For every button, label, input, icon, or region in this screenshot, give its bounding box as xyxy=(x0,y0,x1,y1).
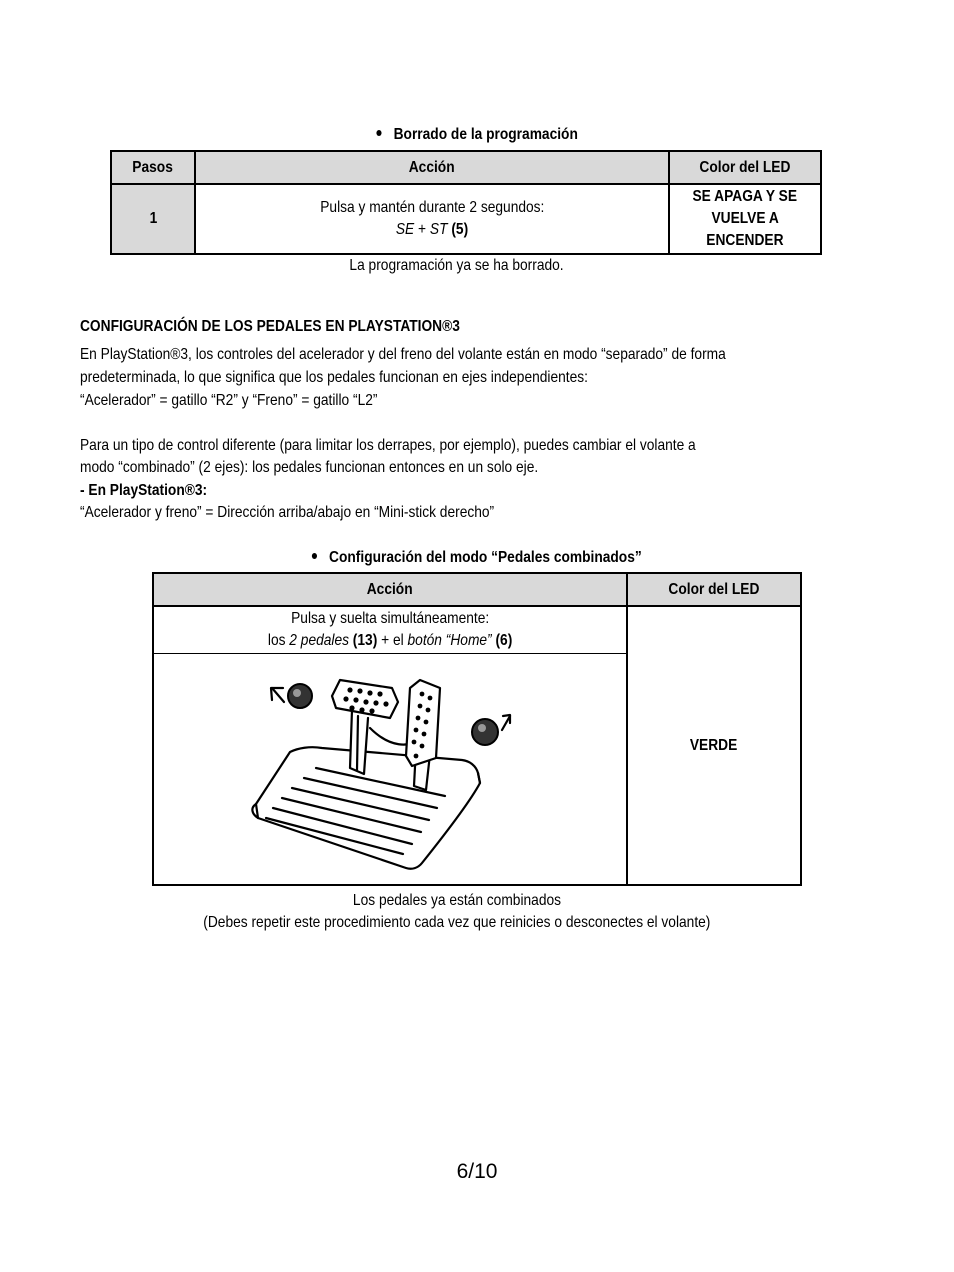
bullet-icon xyxy=(312,553,317,559)
action-cell: Pulsa y mantén durante 2 segundos: SE + ST (5) xyxy=(195,184,669,254)
paragraph-bold-line: - En PlayStation®3: xyxy=(80,482,208,499)
bullet-title-combinados: Configuración del modo “Pedales combinados” xyxy=(0,549,954,567)
paragraph-line: Para un tipo de control diferente (para limitar los derrapes, por ejemplo), puedes cambiar el volante a xyxy=(80,437,696,454)
header-color-led: Color del LED xyxy=(627,573,801,606)
combinados-note-repeat: (Debes repetir este procedimiento cada vez que reinicies o desconectes el volante) xyxy=(203,914,711,931)
header-accion: Acción xyxy=(195,151,669,184)
header-pasos: Pasos xyxy=(111,151,195,184)
bullet-title-borrado: Borrado de la programación xyxy=(0,126,954,144)
combinados-table xyxy=(152,572,802,886)
section-heading: CONFIGURACIÓN DE LOS PEDALES EN PLAYSTATION®3 xyxy=(80,318,460,335)
borrado-note: La programación ya se ha borrado. xyxy=(349,257,565,274)
led-cell: VERDE xyxy=(627,606,801,885)
led-cell: SE APAGA Y SE VUELVE A ENCENDER xyxy=(669,184,821,254)
paragraph-line: predeterminada, lo que significa que los pedales funcionan en ejes independientes: xyxy=(80,369,588,386)
header-accion: Acción xyxy=(153,573,627,606)
paragraph-line: En PlayStation®3, los controles del acelerador y del freno del volante están en modo “separado” de forma xyxy=(80,346,726,363)
page-number: 6/10 xyxy=(456,1160,498,1183)
header-color-led: Color del LED xyxy=(669,151,821,184)
pedal-set-illustration-icon xyxy=(240,658,540,880)
paragraph-line: “Acelerador y freno” = Dirección arriba/abajo en “Mini-stick derecho” xyxy=(80,504,495,521)
combinados-note: Los pedales ya están combinados xyxy=(352,892,562,909)
borrado-table xyxy=(110,150,822,255)
illustration-cell xyxy=(153,653,627,885)
step-cell: 1 xyxy=(111,184,195,254)
action-cell: Pulsa y suelta simultáneamente: los 2 pedales (13) + el botón “Home” (6) xyxy=(153,606,627,653)
paragraph-line: “Acelerador” = gatillo “R2” y “Freno” = gatillo “L2” xyxy=(80,392,378,409)
bullet-icon xyxy=(376,130,381,136)
paragraph-line: modo “combinado” (2 ejes): los pedales funcionan entonces en un solo eje. xyxy=(80,459,539,476)
